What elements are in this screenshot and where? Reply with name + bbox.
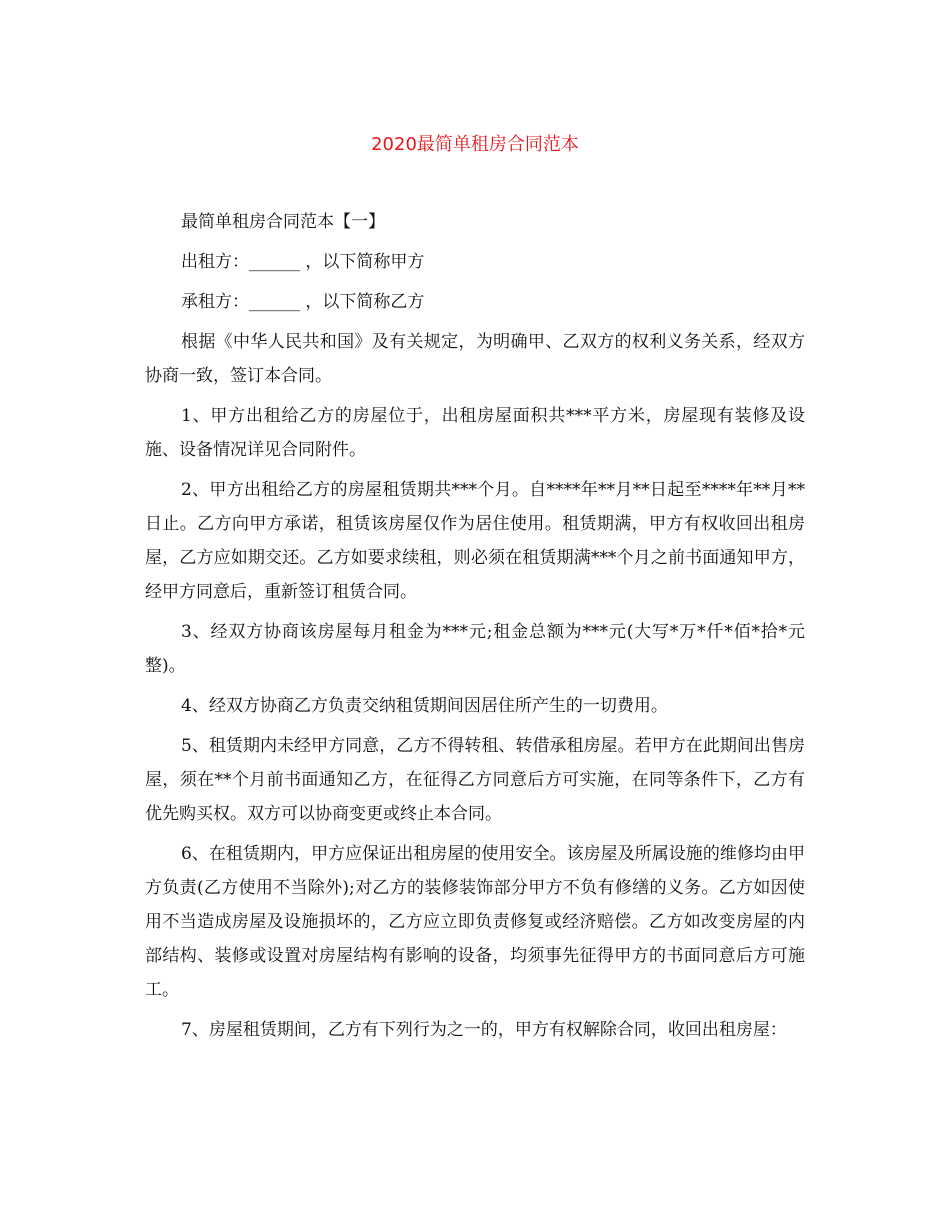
clause-6: 6、在租赁期内，甲方应保证出租房屋的使用安全。该房屋及所属设施的维修均由甲方负责(乙方使用不当除外);对乙方的装修装饰部分甲方不负有修缮的义务。乙方如因使用不当造成房屋及设施损坏的，乙方应立即负责修复或经济赔偿。乙方如改变房屋的内部结构、装修或设置对房屋结构有影响的设备，均须事先征得甲方的书面同意后方可施工。 xyxy=(145,844,805,1000)
clause-5: 5、租赁期内未经甲方同意，乙方不得转租、转借承租房屋。若甲方在此期间出售房屋，须在**个月前书面通知乙方，在征得乙方同意后方可实施，在同等条件下，乙方有优先购买权。双方可以协商变更或终止本合同。 xyxy=(145,736,805,824)
clause-7: 7、房屋租赁期间，乙方有下列行为之一的，甲方有权解除合同，收回出租房屋： xyxy=(181,1020,787,1040)
clause-4: 4、经双方协商乙方负责交纳租赁期间因居住所产生的一切费用。 xyxy=(181,696,668,716)
document-title: 2020最简单租房合同范本 xyxy=(371,134,579,155)
document-body xyxy=(145,205,805,1053)
lessee-line: 承租方：______ ，以下简称乙方 xyxy=(181,292,425,312)
clause-3: 3、经双方协商该房屋每月租金为***元;租金总额为***元(大写*万*仟*佰*拾*元整)。 xyxy=(145,622,805,676)
lessor-line: 出租方：______ ，以下简称甲方 xyxy=(181,252,425,272)
paragraph-preamble: 根据《中华人民共和国》及有关规定，为明确甲、乙双方的权利义务关系，经双方协商一致，签订本合同。 xyxy=(145,332,805,386)
clause-2: 2、甲方出租给乙方的房屋租赁期共***个月。自****年**月**日起至****年**月**日止。乙方向甲方承诺，租赁该房屋仅作为居住使用。租赁期满，甲方有权收回出租房屋，乙方应如期交还。乙方如要求续租，则必须在租赁期满***个月之前书面通知甲方，经甲方同意后，重新签订租赁合同。 xyxy=(145,480,805,602)
clause-1: 1、甲方出租给乙方的房屋位于，出租房屋面积共***平方米，房屋现有装修及设施、设备情况详见合同附件。 xyxy=(145,406,805,460)
section-heading: 最简单租房合同范本【一】 xyxy=(181,212,385,232)
